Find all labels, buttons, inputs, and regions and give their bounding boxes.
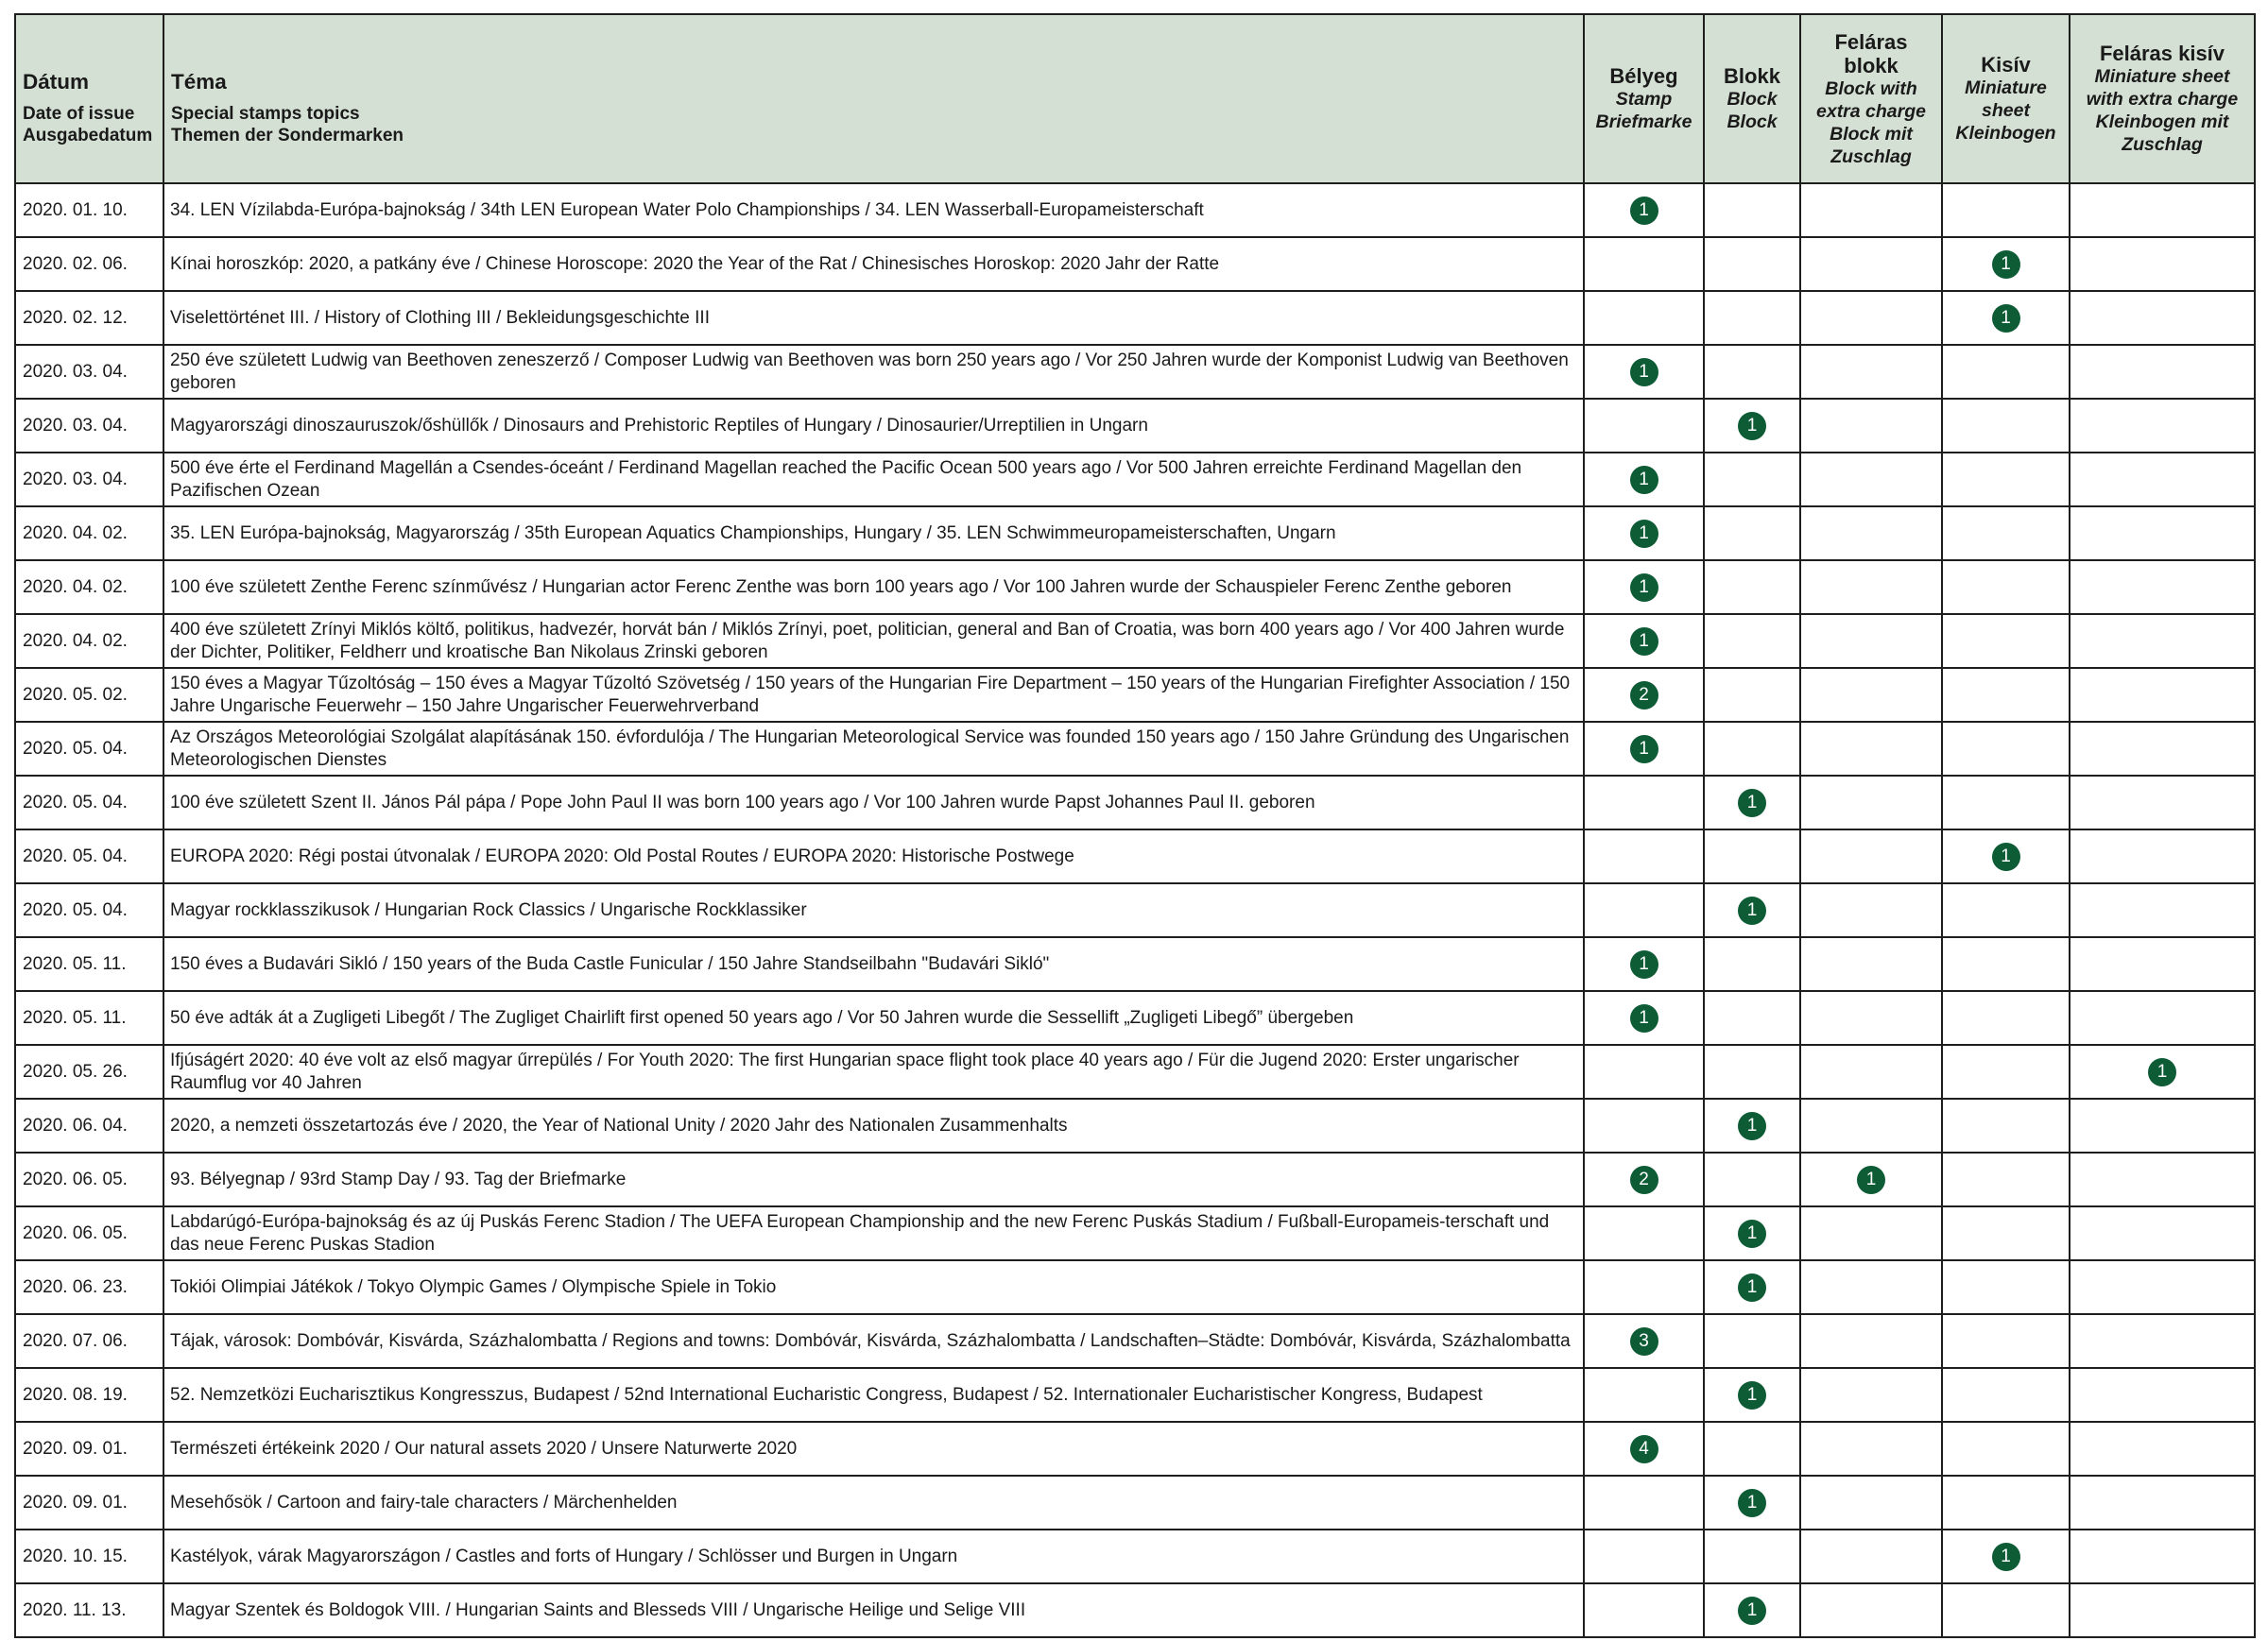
- block-header-sub: Block: [1727, 111, 1778, 132]
- issue-topic: 2020, a nemzeti összetartozás éve / 2020, the Year of National Unity / 2020 Jahr des Nationalen Zusammenhalts: [163, 1099, 1584, 1153]
- stamp-count-badge: 2: [1630, 681, 1658, 709]
- stamp-count-cell: [1584, 1530, 1704, 1583]
- block-extra-header-title: Feláras blokk: [1834, 29, 1908, 77]
- block-count-cell: [1704, 237, 1800, 291]
- issue-topic: Tokiói Olimpiai Játékok / Tokyo Olympic Games / Olympische Spiele in Tokio: [163, 1260, 1584, 1314]
- issue-topic: 100 éve született Szent II. János Pál pápa / Pope John Paul II was born 100 years ago / Vor 100 Jahren wurde Papst Johannes Paul II. geboren: [163, 776, 1584, 829]
- stamp-count-cell: [1584, 291, 1704, 345]
- block-extra-count-cell: [1800, 453, 1942, 506]
- block-count-cell: [1704, 1260, 1800, 1314]
- block-extra-count-cell: [1800, 776, 1942, 829]
- sheet-extra-count-cell: [2070, 991, 2255, 1045]
- issue-topic: EUROPA 2020: Régi postai útvonalak / EUROPA 2020: Old Postal Routes / EUROPA 2020: Historische Postwege: [163, 829, 1584, 883]
- block-count-cell: [1704, 722, 1800, 776]
- sheet-extra-count-cell: [2070, 829, 2255, 883]
- sheet-count-badge: 1: [1992, 304, 2020, 333]
- stamp-count-badge: 1: [1630, 1004, 1658, 1033]
- block-count-badge: 1: [1738, 897, 1766, 925]
- block-count-cell: [1704, 1422, 1800, 1476]
- stamp-count-cell: [1584, 668, 1704, 722]
- miniature-sheet-column-header: [1942, 14, 2070, 183]
- sheet-extra-count-cell: [2070, 1368, 2255, 1422]
- issue-topic: 35. LEN Európa-bajnokság, Magyarország / 35th European Aquatics Championships, Hungary / 35. LEN Schwimmeuropameisterschaften, Ungarn: [163, 506, 1584, 560]
- stamp-count-cell: [1584, 183, 1704, 237]
- issue-topic: Magyar Szentek és Boldogok VIII. / Hungarian Saints and Blesseds VIII / Ungarische Heilige und Selige VIII: [163, 1583, 1584, 1637]
- stamp-count-cell: [1584, 399, 1704, 453]
- sheet-extra-count-cell: [2070, 183, 2255, 237]
- block-extra-count-cell: [1800, 1260, 1942, 1314]
- issue-date: 2020. 05. 02.: [15, 668, 163, 722]
- sheet-count-cell: [1942, 506, 2070, 560]
- issue-date: 2020. 10. 15.: [15, 1530, 163, 1583]
- sheet-extra-count-cell: [2070, 614, 2255, 668]
- sheet-count-cell: [1942, 1368, 2070, 1422]
- block-count-cell: [1704, 1583, 1800, 1637]
- issue-date: 2020. 05. 04.: [15, 829, 163, 883]
- block-count-cell: [1704, 560, 1800, 614]
- issue-topic: Ifjúságért 2020: 40 éve volt az első magyar űrrepülés / For Youth 2020: The first Hungarian space flight took place 40 years ago / Für die Jugend 2020: Erster ungarischer Raumflug vor 40 Jahren: [163, 1045, 1584, 1099]
- table-row: [15, 399, 2255, 453]
- table-row: [15, 1530, 2255, 1583]
- block-count-cell: [1704, 937, 1800, 991]
- sheet-count-badge: 1: [1992, 250, 2020, 279]
- issue-date: 2020. 03. 04.: [15, 345, 163, 399]
- issue-date: 2020. 05. 04.: [15, 776, 163, 829]
- sheet-extra-count-cell: [2070, 668, 2255, 722]
- sheet-header-sub: Miniature: [1965, 77, 2047, 98]
- sheet-count-cell: [1942, 1153, 2070, 1206]
- block-extra-count-cell: [1800, 1045, 1942, 1099]
- stamp-count-cell: [1584, 1260, 1704, 1314]
- stamp-count-badge: 4: [1630, 1435, 1658, 1463]
- stamp-count-badge: 1: [1630, 466, 1658, 494]
- sheet-count-cell: [1942, 776, 2070, 829]
- table-row: [15, 506, 2255, 560]
- block-count-cell: [1704, 1099, 1800, 1153]
- stamp-count-cell: [1584, 1314, 1704, 1368]
- issue-date: 2020. 11. 13.: [15, 1583, 163, 1637]
- sheet-count-cell: [1942, 614, 2070, 668]
- sheet-count-cell: [1942, 991, 2070, 1045]
- topic-header-title: Téma: [171, 70, 227, 94]
- issue-date: 2020. 09. 01.: [15, 1422, 163, 1476]
- table-header-row: [15, 14, 2255, 183]
- date-header-subtitle-en: Date of issue: [23, 104, 135, 124]
- block-count-cell: [1704, 1153, 1800, 1206]
- block-extra-count-cell: [1800, 345, 1942, 399]
- block-extra-count-cell: [1800, 1206, 1942, 1260]
- issue-date: 2020. 05. 26.: [15, 1045, 163, 1099]
- issue-date: 2020. 06. 04.: [15, 1099, 163, 1153]
- stamp-column-header: [1584, 14, 1704, 183]
- issue-date: 2020. 05. 11.: [15, 991, 163, 1045]
- block-count-badge: 1: [1738, 789, 1766, 817]
- block-count-cell: [1704, 1045, 1800, 1099]
- stamp-count-badge: 1: [1630, 735, 1658, 763]
- stamp-count-badge: 1: [1630, 627, 1658, 656]
- stamp-header-title: Bélyeg: [1609, 64, 1678, 88]
- stamp-count-cell: [1584, 1153, 1704, 1206]
- sheet-extra-count-cell: [2070, 937, 2255, 991]
- sheet-extra-count-cell: [2070, 1422, 2255, 1476]
- table-row: [15, 1099, 2255, 1153]
- block-extra-count-cell: [1800, 1314, 1942, 1368]
- issue-date: 2020. 07. 06.: [15, 1314, 163, 1368]
- block-count-cell: [1704, 1530, 1800, 1583]
- table-row: [15, 560, 2255, 614]
- stamp-issue-table: [14, 13, 2256, 1638]
- table-row: [15, 1422, 2255, 1476]
- date-column-header: [15, 14, 163, 183]
- stamp-count-badge: 1: [1630, 573, 1658, 602]
- issue-topic: Mesehősök / Cartoon and fairy-tale characters / Märchenhelden: [163, 1476, 1584, 1530]
- table-row: [15, 1153, 2255, 1206]
- block-extra-count-cell: [1800, 829, 1942, 883]
- block-count-cell: [1704, 1368, 1800, 1422]
- issue-date: 2020. 09. 01.: [15, 1476, 163, 1530]
- block-extra-header-sub: Block with: [1825, 77, 1917, 99]
- stamp-count-cell: [1584, 345, 1704, 399]
- block-count-cell: [1704, 291, 1800, 345]
- block-extra-count-cell: [1800, 614, 1942, 668]
- sheet-count-cell: [1942, 399, 2070, 453]
- issue-date: 2020. 05. 04.: [15, 722, 163, 776]
- issue-topic: 150 éves a Magyar Tűzoltóság – 150 éves a Magyar Tűzoltó Szövetség / 150 years of the Hungarian Fire Department – 150 years of the Hungarian Firefighter Association / 150 Jahre Ungarische Feuerwehr – 150 Jahre Ungarischer Feuerwehrverband: [163, 668, 1584, 722]
- block-count-badge: 1: [1738, 1381, 1766, 1410]
- block-extra-count-cell: [1800, 506, 1942, 560]
- sheet-count-cell: [1942, 1476, 2070, 1530]
- issue-date: 2020. 04. 02.: [15, 506, 163, 560]
- issue-topic: 400 éve született Zrínyi Miklós költő, politikus, hadvezér, horvát bán / Miklós Zrínyi, poet, politician, general and Ban of Croatia, was born 400 years ago / Vor 400 Jahren wurde der Dichter, Politiker, Feldherr und kroatische Ban Nikolaus Zrinski geboren: [163, 614, 1584, 668]
- block-extra-count-cell: [1800, 937, 1942, 991]
- issue-topic: 50 éve adták át a Zugligeti Libegőt / The Zugliget Chairlift first opened 50 years ago / Vor 50 Jahren wurde die Sessellift „Zugligeti Libegő” übergeben: [163, 991, 1584, 1045]
- block-count-badge: 1: [1738, 1597, 1766, 1625]
- table-row: [15, 829, 2255, 883]
- block-count-badge: 1: [1738, 1220, 1766, 1248]
- stamp-count-cell: [1584, 1045, 1704, 1099]
- issue-date: 2020. 01. 10.: [15, 183, 163, 237]
- sheet-extra-count-cell: [2070, 1206, 2255, 1260]
- sheet-extra-count-cell: [2070, 345, 2255, 399]
- issue-date: 2020. 08. 19.: [15, 1368, 163, 1422]
- stamp-count-cell: [1584, 937, 1704, 991]
- block-count-cell: [1704, 991, 1800, 1045]
- block-extra-charge-column-header: [1800, 14, 1942, 183]
- block-header-sub: Block: [1727, 89, 1778, 110]
- sheet-extra-header-sub: Kleinbogen mit: [2095, 111, 2229, 132]
- block-extra-count-cell: [1800, 1422, 1942, 1476]
- sheet-count-cell: [1942, 722, 2070, 776]
- block-extra-count-cell: [1800, 237, 1942, 291]
- issue-topic: Magyarországi dinoszauruszok/őshüllők / Dinosaurs and Prehistoric Reptiles of Hungary / Dinosaurier/Urreptilien in Ungarn: [163, 399, 1584, 453]
- table-row: [15, 883, 2255, 937]
- date-header-subtitle-de: Ausgabedatum: [23, 126, 153, 145]
- block-count-cell: [1704, 776, 1800, 829]
- block-count-cell: [1704, 829, 1800, 883]
- block-extra-count-cell: [1800, 1099, 1942, 1153]
- table-row: [15, 183, 2255, 237]
- sheet-count-cell: [1942, 1206, 2070, 1260]
- sheet-extra-header-sub: Zuschlag: [2122, 134, 2203, 155]
- table-body: [15, 183, 2255, 1637]
- issue-date: 2020. 03. 04.: [15, 399, 163, 453]
- sheet-extra-count-cell: [2070, 1153, 2255, 1206]
- issue-topic: 250 éve született Ludwig van Beethoven zeneszerző / Composer Ludwig van Beethoven was born 250 years ago / Vor 250 Jahren wurde der Komponist Ludwig van Beethoven geboren: [163, 345, 1584, 399]
- table-row: [15, 1045, 2255, 1099]
- sheet-header-title: Kisív: [1981, 53, 2031, 77]
- block-extra-count-cell: [1800, 1476, 1942, 1530]
- sheet-extra-count-cell: [2070, 560, 2255, 614]
- sheet-count-cell: [1942, 1260, 2070, 1314]
- issue-date: 2020. 05. 11.: [15, 937, 163, 991]
- block-count-cell: [1704, 1476, 1800, 1530]
- issue-date: 2020. 06. 05.: [15, 1153, 163, 1206]
- issue-topic: 34. LEN Vízilabda-Európa-bajnokság / 34th LEN European Water Polo Championships / 34. LEN Wasserball-Europameisterschaft: [163, 183, 1584, 237]
- sheet-extra-count-cell: [2070, 1045, 2255, 1099]
- issue-date: 2020. 06. 05.: [15, 1206, 163, 1260]
- topic-column-header: [163, 14, 1584, 183]
- sheet-count-cell: [1942, 1422, 2070, 1476]
- table-row: [15, 1368, 2255, 1422]
- block-extra-count-badge: 1: [1857, 1166, 1885, 1194]
- stamp-count-cell: [1584, 883, 1704, 937]
- stamp-count-cell: [1584, 722, 1704, 776]
- sheet-header-sub: sheet: [1982, 100, 2030, 121]
- table-row: [15, 614, 2255, 668]
- sheet-extra-header-title: Feláras kisív: [2099, 42, 2225, 65]
- date-header-title: Dátum: [23, 70, 90, 94]
- sheet-count-cell: [1942, 1314, 2070, 1368]
- block-count-badge: 1: [1738, 1112, 1766, 1140]
- block-extra-count-cell: [1800, 1530, 1942, 1583]
- block-count-cell: [1704, 399, 1800, 453]
- block-count-badge: 1: [1738, 412, 1766, 440]
- issue-topic: Tájak, városok: Dombóvár, Kisvárda, Százhalombatta / Regions and towns: Dombóvár, Kisvárda, Százhalombatta / Landschaften–Städte: Dombóvár, Kisvárda, Százhalombatta: [163, 1314, 1584, 1368]
- topic-header-subtitle-en: Special stamps topics: [171, 104, 360, 124]
- block-count-cell: [1704, 883, 1800, 937]
- block-extra-header-sub: Zuschlag: [1830, 145, 1912, 167]
- block-extra-count-cell: [1800, 1153, 1942, 1206]
- sheet-extra-charge-column-header: [2070, 14, 2255, 183]
- block-count-badge: 1: [1738, 1489, 1766, 1517]
- block-count-cell: [1704, 614, 1800, 668]
- block-count-cell: [1704, 1314, 1800, 1368]
- sheet-extra-count-cell: [2070, 1583, 2255, 1637]
- sheet-extra-count-badge: 1: [2148, 1058, 2176, 1086]
- table-row: [15, 1260, 2255, 1314]
- block-extra-count-cell: [1800, 883, 1942, 937]
- issue-date: 2020. 02. 12.: [15, 291, 163, 345]
- sheet-count-cell: [1942, 1045, 2070, 1099]
- issue-date: 2020. 04. 02.: [15, 614, 163, 668]
- topic-header-subtitle-de: Themen der Sondermarken: [171, 126, 404, 145]
- issue-topic: Természeti értékeink 2020 / Our natural assets 2020 / Unsere Naturwerte 2020: [163, 1422, 1584, 1476]
- issue-date: 2020. 04. 02.: [15, 560, 163, 614]
- sheet-count-badge: 1: [1992, 1543, 2020, 1571]
- table-row: [15, 453, 2255, 506]
- stamp-count-cell: [1584, 1583, 1704, 1637]
- stamp-count-cell: [1584, 1368, 1704, 1422]
- sheet-extra-count-cell: [2070, 1099, 2255, 1153]
- table-row: [15, 1206, 2255, 1260]
- issue-topic: 500 éve érte el Ferdinand Magellán a Csendes-óceánt / Ferdinand Magellan reached the Pacific Ocean 500 years ago / Vor 500 Jahren erreichte Ferdinand Magellan den Pazifischen Ozean: [163, 453, 1584, 506]
- issue-topic: Viselettörténet III. / History of Clothing III / Bekleidungsgeschichte III: [163, 291, 1584, 345]
- issue-topic: Magyar rockklasszikusok / Hungarian Rock Classics / Ungarische Rockklassiker: [163, 883, 1584, 937]
- block-count-cell: [1704, 1206, 1800, 1260]
- sheet-extra-header-sub: with extra charge: [2086, 89, 2239, 110]
- issue-topic: 93. Bélyegnap / 93rd Stamp Day / 93. Tag der Briefmarke: [163, 1153, 1584, 1206]
- issue-topic: Kínai horoszkóp: 2020, a patkány éve / Chinese Horoscope: 2020 the Year of the Rat / Chinesisches Horoskop: 2020 Jahr der Ratte: [163, 237, 1584, 291]
- issue-topic: 150 éves a Budavári Sikló / 150 years of the Buda Castle Funicular / 150 Jahre Standseilbahn "Budavári Sikló": [163, 937, 1584, 991]
- block-count-cell: [1704, 345, 1800, 399]
- table-row: [15, 1314, 2255, 1368]
- sheet-extra-count-cell: [2070, 453, 2255, 506]
- block-extra-count-cell: [1800, 399, 1942, 453]
- table-row: [15, 291, 2255, 345]
- sheet-count-cell: [1942, 883, 2070, 937]
- stamp-count-badge: 3: [1630, 1327, 1658, 1356]
- sheet-extra-count-cell: [2070, 399, 2255, 453]
- block-extra-count-cell: [1800, 991, 1942, 1045]
- stamp-count-cell: [1584, 237, 1704, 291]
- stamp-count-cell: [1584, 614, 1704, 668]
- table-row: [15, 1583, 2255, 1637]
- block-extra-count-cell: [1800, 183, 1942, 237]
- sheet-count-cell: [1942, 829, 2070, 883]
- stamp-count-cell: [1584, 1099, 1704, 1153]
- block-count-cell: [1704, 183, 1800, 237]
- block-extra-count-cell: [1800, 560, 1942, 614]
- stamp-count-cell: [1584, 560, 1704, 614]
- sheet-count-cell: [1942, 937, 2070, 991]
- block-count-cell: [1704, 668, 1800, 722]
- issue-topic: 52. Nemzetközi Eucharisztikus Kongresszus, Budapest / 52nd International Eucharistic Congress, Budapest / 52. Internationaler Eucharistischer Kongress, Budapest: [163, 1368, 1584, 1422]
- sheet-count-cell: [1942, 291, 2070, 345]
- table-row: [15, 668, 2255, 722]
- block-extra-header-sub: Block mit: [1830, 123, 1913, 145]
- issue-topic: Az Országos Meteorológiai Szolgálat alapításának 150. évfordulója / The Hungarian Meteorological Service was founded 150 years ago / 150 Jahre Gründung des Ungarischen Meteorologischen Dienstes: [163, 722, 1584, 776]
- issue-date: 2020. 03. 04.: [15, 453, 163, 506]
- table-row: [15, 937, 2255, 991]
- stamp-count-cell: [1584, 776, 1704, 829]
- sheet-extra-count-cell: [2070, 237, 2255, 291]
- table-row: [15, 345, 2255, 399]
- sheet-count-cell: [1942, 183, 2070, 237]
- stamp-count-cell: [1584, 991, 1704, 1045]
- block-extra-count-cell: [1800, 1368, 1942, 1422]
- sheet-count-cell: [1942, 453, 2070, 506]
- block-count-cell: [1704, 506, 1800, 560]
- table-row: [15, 237, 2255, 291]
- block-extra-count-cell: [1800, 1583, 1942, 1637]
- stamp-header-sub: Briefmarke: [1595, 111, 1692, 132]
- stamp-count-badge: 1: [1630, 358, 1658, 386]
- table-row: [15, 776, 2255, 829]
- sheet-extra-count-cell: [2070, 776, 2255, 829]
- stamp-count-badge: 1: [1630, 950, 1658, 979]
- block-count-badge: 1: [1738, 1273, 1766, 1302]
- stamp-count-badge: 2: [1630, 1166, 1658, 1194]
- issue-topic: Kastélyok, várak Magyarországon / Castles and forts of Hungary / Schlösser und Burgen in Ungarn: [163, 1530, 1584, 1583]
- sheet-extra-count-cell: [2070, 722, 2255, 776]
- stamp-header-sub: Stamp: [1615, 89, 1673, 110]
- stamp-count-cell: [1584, 1206, 1704, 1260]
- stamp-count-badge: 1: [1630, 197, 1658, 225]
- stamp-count-cell: [1584, 1476, 1704, 1530]
- sheet-extra-header-sub: Miniature sheet: [2094, 66, 2230, 87]
- stamp-count-cell: [1584, 1422, 1704, 1476]
- block-extra-count-cell: [1800, 668, 1942, 722]
- issue-date: 2020. 06. 23.: [15, 1260, 163, 1314]
- block-extra-count-cell: [1800, 722, 1942, 776]
- issue-topic: 100 éve született Zenthe Ferenc színművész / Hungarian actor Ferenc Zenthe was born 100 years ago / Vor 100 Jahren wurde der Schauspieler Ferenc Zenthe geboren: [163, 560, 1584, 614]
- table-row: [15, 991, 2255, 1045]
- sheet-extra-count-cell: [2070, 1314, 2255, 1368]
- stamp-count-cell: [1584, 829, 1704, 883]
- stamp-count-badge: 1: [1630, 520, 1658, 548]
- block-extra-count-cell: [1800, 291, 1942, 345]
- sheet-extra-count-cell: [2070, 291, 2255, 345]
- sheet-count-cell: [1942, 1583, 2070, 1637]
- sheet-count-cell: [1942, 668, 2070, 722]
- block-column-header: [1704, 14, 1800, 183]
- block-extra-header-sub: extra charge: [1816, 100, 1926, 122]
- sheet-extra-count-cell: [2070, 1260, 2255, 1314]
- table-row: [15, 722, 2255, 776]
- sheet-count-cell: [1942, 1530, 2070, 1583]
- sheet-count-cell: [1942, 237, 2070, 291]
- block-count-cell: [1704, 453, 1800, 506]
- issue-date: 2020. 05. 04.: [15, 883, 163, 937]
- block-header-title: Blokk: [1724, 64, 1780, 88]
- sheet-extra-count-cell: [2070, 1530, 2255, 1583]
- stamp-count-cell: [1584, 453, 1704, 506]
- sheet-count-badge: 1: [1992, 843, 2020, 871]
- sheet-count-cell: [1942, 1099, 2070, 1153]
- issue-topic: Labdarúgó-Európa-bajnokság és az új Puskás Ferenc Stadion / The UEFA European Championship and the new Ferenc Puskás Stadium / Fußball-Europameis-terschaft und das neue Ferenc Puskas Stadion: [163, 1206, 1584, 1260]
- issue-date: 2020. 02. 06.: [15, 237, 163, 291]
- sheet-count-cell: [1942, 560, 2070, 614]
- sheet-header-sub: Kleinbogen: [1955, 123, 2056, 144]
- table-row: [15, 1476, 2255, 1530]
- sheet-extra-count-cell: [2070, 1476, 2255, 1530]
- sheet-extra-count-cell: [2070, 506, 2255, 560]
- stamp-count-cell: [1584, 506, 1704, 560]
- sheet-count-cell: [1942, 345, 2070, 399]
- sheet-extra-count-cell: [2070, 883, 2255, 937]
